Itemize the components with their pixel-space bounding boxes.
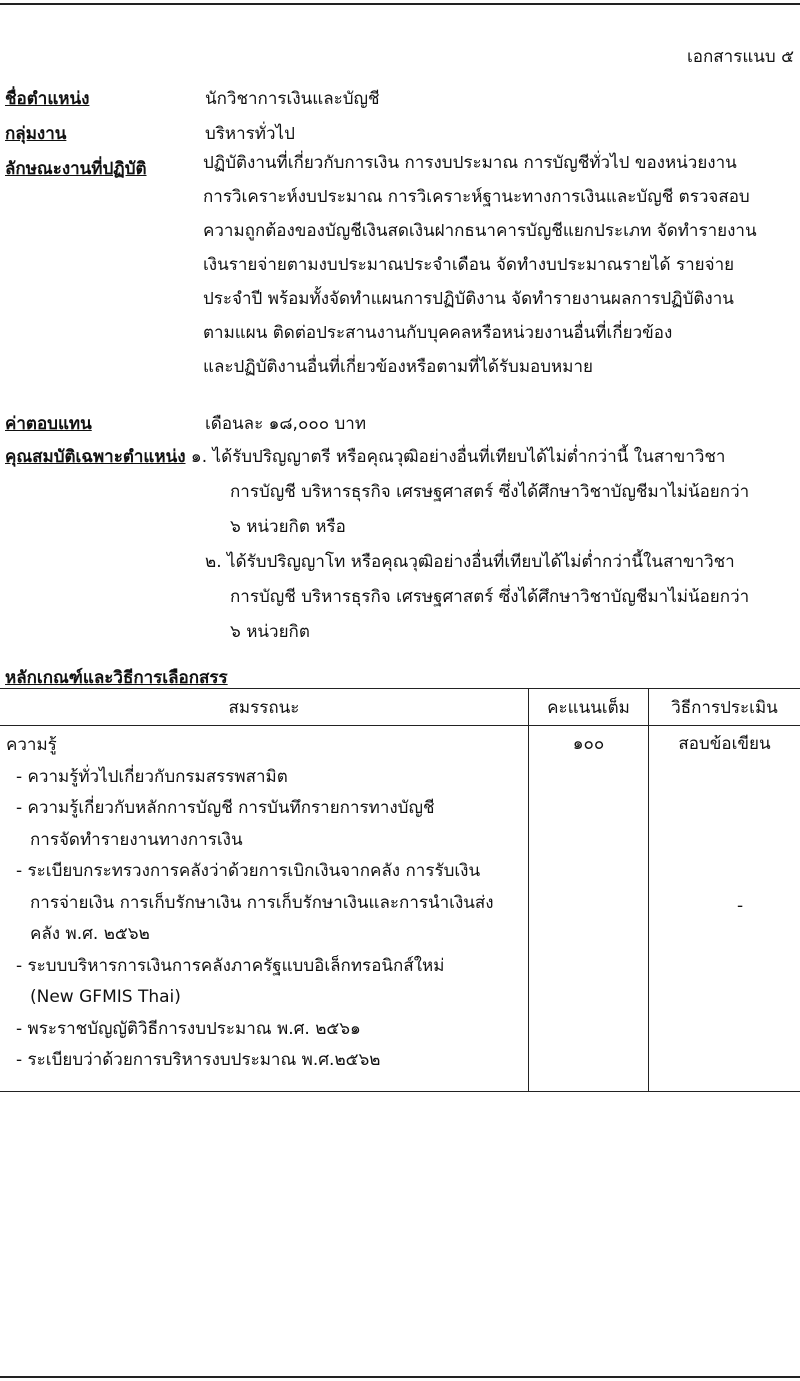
duties-line: ความถูกต้องของบัญชีเงินสดเงินฝากธนาคารบัญชีแยกประเภท จัดทำรายงาน <box>203 221 757 241</box>
category-label: ความรู้ <box>6 735 57 755</box>
list-item: - พระราชบัญญัติวิธีการงบประมาณ พ.ศ. ๒๕๖๑ <box>16 1018 361 1039</box>
duties-line: และปฏิบัติงานอื่นที่เกี่ยวข้องหรือตามที่ได้รับมอบหมาย <box>203 357 593 377</box>
duties-text <box>203 146 783 384</box>
list-item-continued: (New GFMIS Thai) <box>30 987 181 1007</box>
duties-line: ประจำปี พร้อมทั้งจัดทำแผนการปฏิบัติงาน จัดทำรายงานผลการปฏิบัติงาน <box>203 289 734 309</box>
salary-label: ค่าตอบแทน <box>5 414 92 434</box>
bottom-border <box>0 1376 800 1378</box>
qualification-2-line: ๖ หน่วยกิต <box>230 622 310 642</box>
duties-line: เงินรายจ่ายตามงบประมาณประจำเดือน จัดทำงบประมาณรายได้ รายจ่าย <box>203 255 735 275</box>
qualifications-label: คุณสมบัติเฉพาะตำแหน่ง <box>5 447 186 467</box>
duties-line: ตามแผน ติดต่อประสานงานกับบุคคลหรือหน่วยงานอื่นที่เกี่ยวข้อง <box>203 323 673 343</box>
list-item: - ระเบียบว่าด้วยการบริหารงบประมาณ พ.ศ.๒๕๖๒ <box>16 1050 381 1070</box>
qualification-1-line: ๖ หน่วยกิต หรือ <box>230 517 346 537</box>
salary-value: เดือนละ ๑๘,๐๐๐ บาท <box>205 414 367 434</box>
header-score: คะแนนเต็ม <box>529 689 649 726</box>
score-value: ๑๐๐ <box>572 734 605 754</box>
competency-cell <box>0 726 529 1092</box>
duties-line: ปฏิบัติงานที่เกี่ยวกับการเงิน การงบประมาณ การบัญชีทั่วไป ของหน่วยงาน <box>203 153 737 173</box>
method-cell <box>649 726 800 1092</box>
qualification-1-line: การบัญชี บริหารธุรกิจ เศรษฐศาสตร์ ซึ่งได้ศึกษาวิชาบัญชีมาไม่น้อยกว่า <box>230 482 750 502</box>
list-item: - ความรู้เกี่ยวกับหลักการบัญชี การบันทึกรายการทางบัญชี <box>16 798 435 818</box>
list-item-continued: คลัง พ.ศ. ๒๕๖๒ <box>30 924 150 944</box>
list-item: - ระบบบริหารการเงินการคลังภาครัฐแบบอิเล็กทรอนิกส์ใหม่ <box>16 955 445 976</box>
table-row <box>0 726 800 1092</box>
list-item: - ความรู้ทั่วไปเกี่ยวกับกรมสรรพสามิต <box>16 766 288 787</box>
top-border <box>0 3 800 5</box>
group-label: กลุ่มงาน <box>5 124 67 144</box>
qualification-1-first-line <box>5 440 749 475</box>
qualifications-block <box>5 440 749 650</box>
duties-label: ลักษณะงานที่ปฏิบัติ <box>5 159 147 179</box>
qualification-2-line: ๒. ได้รับปริญญาโท หรือคุณวุฒิอย่างอื่นที่เทียบได้ไม่ต่ำกว่านี้ในสาขาวิชา <box>205 552 735 572</box>
list-item-continued: การจัดทำรายงานทางการเงิน <box>30 829 243 850</box>
qualification-1-text: ๑. ได้รับปริญญาตรี หรือคุณวุฒิอย่างอื่นที่เทียบได้ไม่ต่ำกว่านี้ ในสาขาวิชา <box>190 447 726 467</box>
method-mark: - <box>737 896 744 916</box>
list-item: - ระเบียบกระทรวงการคลังว่าด้วยการเบิกเงินจากคลัง การรับเงิน <box>16 861 481 881</box>
duties-line: การวิเคราะห์งบประมาณ การวิเคราะห์ฐานะทางการเงินและบัญชี ตรวจสอบ <box>203 187 750 207</box>
group-value: บริหารทั่วไป <box>205 124 295 144</box>
header-method: วิธีการประเมิน <box>649 689 800 726</box>
position-value: นักวิชาการเงินและบัญชี <box>205 89 380 109</box>
qualification-2-line: การบัญชี บริหารธุรกิจ เศรษฐศาสตร์ ซึ่งได้ศึกษาวิชาบัญชีมาไม่น้อยกว่า <box>230 587 750 607</box>
score-cell <box>529 726 649 1092</box>
competency-table <box>0 688 800 1092</box>
list-item-continued: การจ่ายเงิน การเก็บรักษาเงิน การเก็บรักษาเงินและการนำเงินส่ง <box>30 892 494 913</box>
selection-heading: หลักเกณฑ์และวิธีการเลือกสรร <box>5 668 228 688</box>
method-value: สอบข้อเขียน <box>678 734 771 754</box>
table-header-row <box>0 689 800 726</box>
position-label: ชื่อตำแหน่ง <box>5 89 90 109</box>
attachment-label: เอกสารแนบ ๕ <box>686 47 794 67</box>
header-competency: สมรรถนะ <box>0 689 529 726</box>
